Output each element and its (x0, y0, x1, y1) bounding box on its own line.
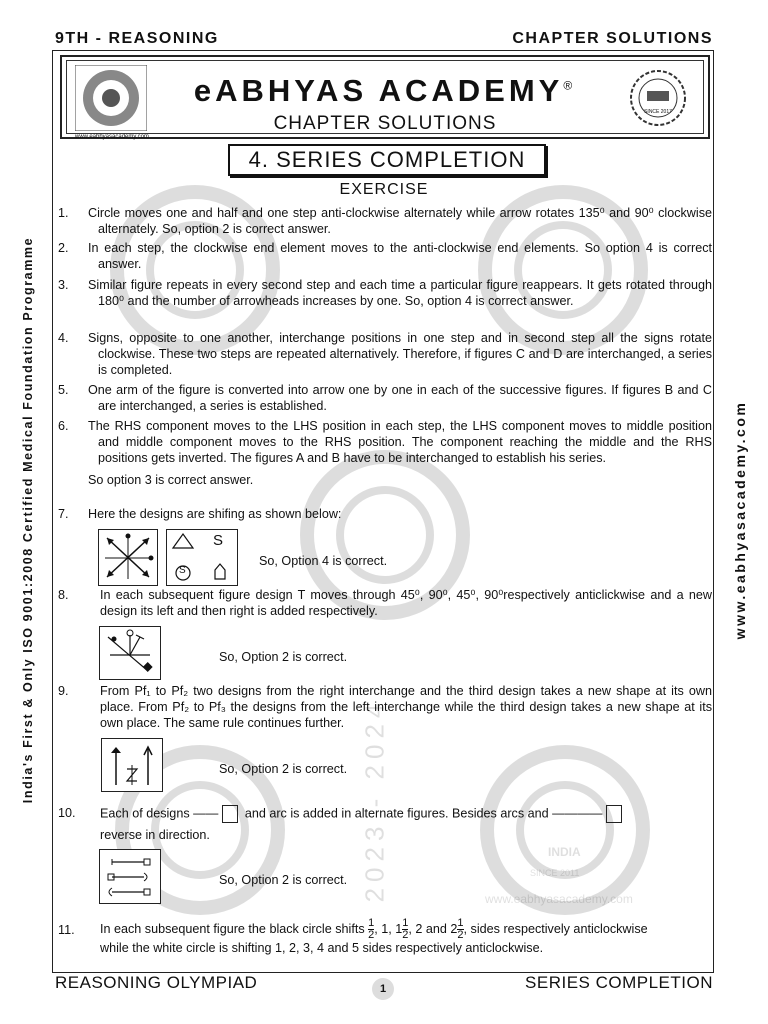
fraction-half-2: $\frac{1}{2}$ (402, 917, 409, 942)
answer-item-6: 6. The RHS component moves to the LHS position in each step, the LHS component moves to middle position and middle component moves to the RHS position. The component reaching the middle and the RHS positions gets inverted. The figures A and B have to be interchanged to establish his series. So option 3 is correct answer. (58, 419, 712, 487)
answer-item-8: 8. In each subsequent figure design T moves through 45⁰, 90⁰, 45⁰, 90⁰respectively anticlickwise and a new design its left and then right is added respectively. (58, 588, 712, 618)
answer-item-1: 1. Circle moves one and half and one step anti-clockwise alternately while arrow rotates 135⁰ and 90⁰ clockwise alternately. So, option 2 is correct answer. (58, 206, 712, 236)
item-11-text-a: In each subsequent figure the black circle shifts (100, 922, 365, 936)
header-subtitle: CHAPTER SOLUTIONS (273, 113, 497, 134)
watermark-badge: INDIA (548, 845, 581, 859)
answer-item-9: 9. From Pf₁ to Pf₂ two designs from the right interchange and the third design takes a new shape at its own place. From Pf₂ to Pf₃ the designs from the left interchange while the third design takes a new shape at its own place. The same rule continues further. (58, 684, 712, 730)
item-7-arrows-figure (98, 529, 158, 586)
seal-caption: SINCE 2017 (644, 109, 672, 115)
answer-item-11: 11. In each subsequent figure the black circle shifts $\frac{1}{2}$ , 1, 1 $\frac{1}{2}$ , 2 and 2 $\frac{1}{2}$ , sides respectively anticlockwise while the white circle is shifting 1, 2, 3, 4 and 5 sides respectively anticlockwise. (58, 914, 712, 956)
item-7-symbols-figure (166, 529, 238, 586)
item-10-answer: So, Option 2 is correct. (219, 873, 348, 887)
iso-seal-icon (623, 69, 693, 131)
watermark-since: SINCE 2011 (530, 868, 580, 878)
item-8-answer: So, Option 2 is correct. (219, 650, 348, 664)
answer-item-10: 10. Each of designs —— and arc is added in alternate figures. Besides arcs and ———— reverse in direction. (58, 805, 712, 843)
page-number: 1 (372, 978, 394, 1000)
answer-item-4: 4. Signs, opposite to one another, interchange positions in one step and in second step all the signs rotate clockwise. These two steps are repeated alternatively. Therefore, if figures C and D are interchanged, a series is completed. (58, 331, 712, 377)
item-8-figure (99, 626, 161, 680)
item-10-text-c: reverse in direction. (100, 828, 210, 842)
page-title: 4. SERIES COMPLETION (228, 144, 546, 176)
answer-item-2: 2. In each step, the clockwise end element moves to the anti-clockwise end elements. So option 4 is correct answer. (58, 241, 712, 271)
answer-item-3: 3. Similar figure repeats in every second step and each time a particular figure reappears. It gets rotated through 180⁰ and the number of arrowheads increases by one. So, option 4 is correct answer. (58, 278, 712, 308)
academy-name: eABHYAS ACADEMY® (193, 73, 577, 108)
iso-side-text: India's First & Only ISO 9001:2008 Certified Medical Foundation Programme (21, 236, 35, 804)
answer-item-7: 7. Here the designs are shifing as shown below: (58, 507, 342, 521)
item-7-glyph-s-circled: S (179, 565, 186, 576)
website-side-text: www.eabhyasacademy.com (732, 400, 748, 640)
watermark-url: www.eabhyasacademy.com (485, 892, 633, 906)
item-6-answer: So option 3 is correct answer. (88, 473, 254, 487)
watermark-years: 2023 - 2024 (359, 697, 390, 903)
item-7-answer: So, Option 4 is correct. (259, 554, 388, 568)
square-icon-1 (222, 805, 238, 823)
exercise-heading: EXERCISE (339, 181, 429, 198)
item-11-text-b: , 1, 1 (374, 922, 403, 936)
item-10-text-b: and arc is added in alternate figures. Besides arcs and ———— (244, 806, 603, 821)
fraction-half-1: $\frac{1}{2}$ (368, 917, 375, 942)
item-9-answer: So, Option 2 is correct. (219, 762, 348, 776)
item-11-line-2: while the white circle is shifting 1, 2, 3, 4 and 5 sides respectively anticlockwise. (100, 941, 544, 955)
item-11-text-c: , 2 and 2 (408, 922, 458, 936)
item-7-glyph-s: S (213, 532, 224, 549)
fraction-half-3: $\frac{1}{2}$ (457, 917, 464, 942)
header-banner (60, 55, 710, 139)
footer-right: SERIES COMPLETION (525, 973, 713, 992)
item-11-text-d: , sides respectively anticlockwise (463, 922, 648, 936)
square-icon-2 (606, 805, 622, 823)
top-right-label: CHAPTER SOLUTIONS (512, 30, 713, 47)
logo-url: www.eabhyasacademy.com (75, 134, 149, 140)
footer-left: REASONING OLYMPIAD (55, 973, 258, 992)
item-9-figure (101, 738, 163, 792)
item-10-figure (99, 849, 161, 904)
top-left-label: 9TH - REASONING (55, 30, 219, 47)
item-10-text-a: Each of designs —— (100, 806, 219, 821)
answer-item-5: 5. One arm of the figure is converted into arrow one by one in each of the successive figures. If figures B and C are interchanged, a series is established. (58, 383, 712, 413)
